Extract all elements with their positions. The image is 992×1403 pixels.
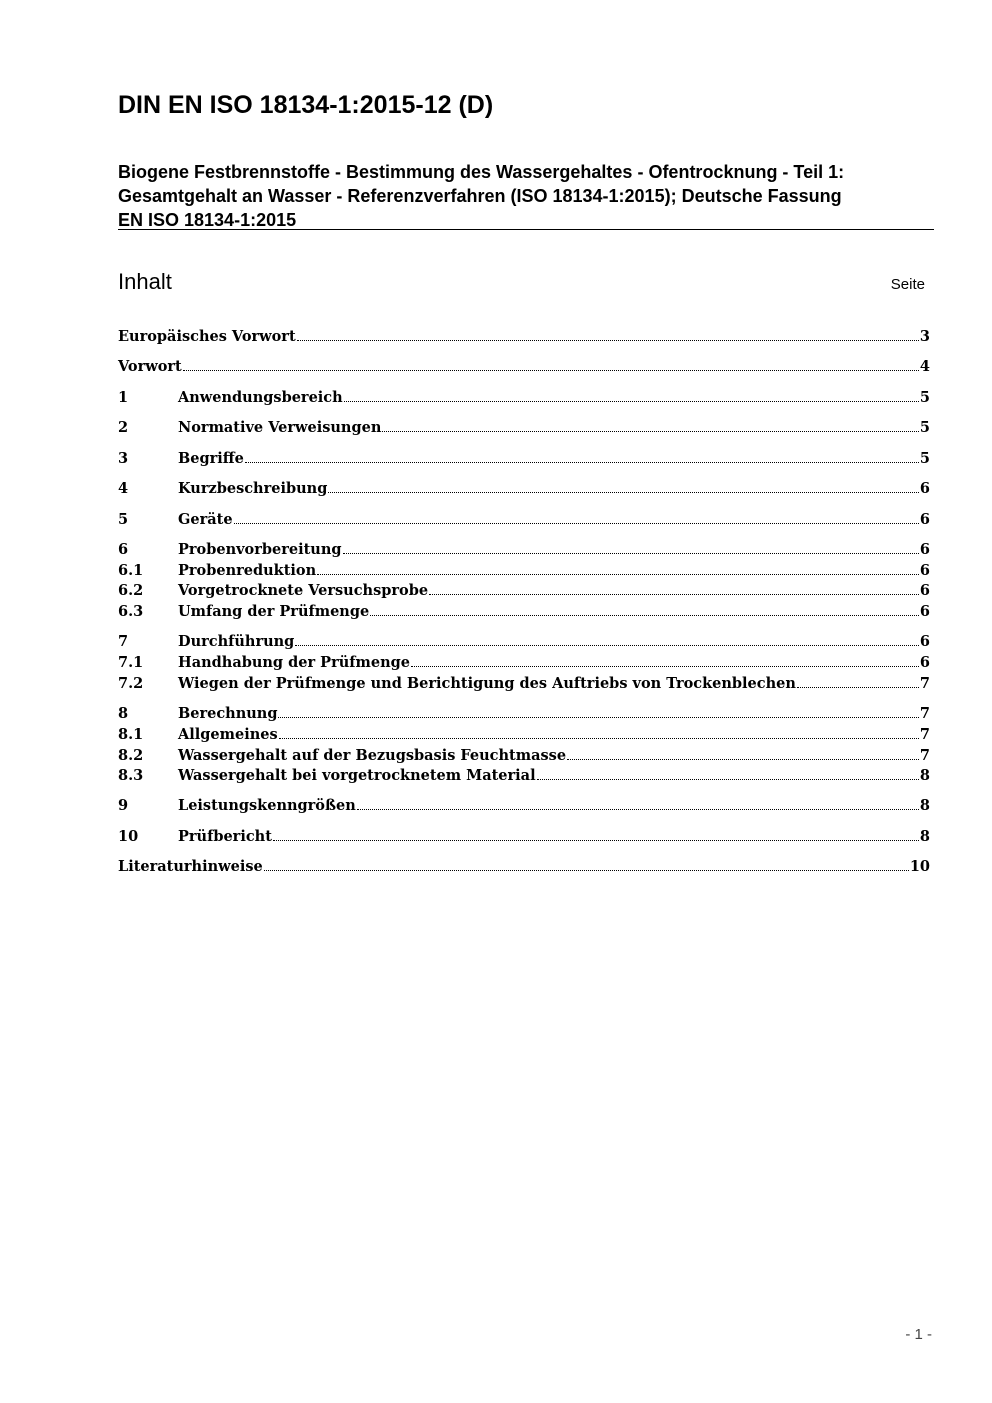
toc-entry[interactable] [118,745,930,765]
toc-entry-number: 3 [118,450,129,467]
toc-entry-page: 4 [919,358,930,375]
toc-entry-number: 6 [118,541,129,558]
toc-entry-page: 6 [919,480,930,497]
toc-dot-leader [234,509,919,524]
toc-entry-label: Kurzbeschreibung [178,480,328,497]
toc-entry-label: Prüfbericht [178,828,272,845]
toc-entry-label: Vorgetrocknete Versuchsprobe [178,582,429,599]
toc-entry-number: 6.2 [118,582,144,599]
toc-dot-leader [279,724,919,739]
toc-dot-leader [797,673,919,688]
toc-entry-page: 5 [919,419,930,436]
toc-entry-label: Wassergehalt bei vorgetrocknetem Material [178,767,536,784]
toc-entry-page: 6 [919,654,930,671]
document-code: DIN EN ISO 18134-1:2015-12 (D) [118,91,494,119]
toc-entry-label: Berechnung [178,705,278,722]
toc-entry-number: 6.1 [118,562,144,579]
toc-entry-label: Vorwort [118,358,182,375]
toc-entry-page: 8 [919,797,930,814]
toc-dot-leader [537,765,919,780]
toc-entry-page: 5 [919,450,930,467]
toc-entry-page: 8 [919,828,930,845]
toc-entry-label: Allgemeines [178,726,278,743]
toc-entry-page: 7 [919,675,930,692]
toc-entry[interactable] [118,724,930,744]
toc-entry-label: Probenvorbereitung [178,541,342,558]
toc-entry-number: 2 [118,419,129,436]
toc-dot-leader [295,631,919,646]
toc-entry-label: Literaturhinweise [118,858,263,875]
toc-entry-label: Umfang der Prüfmenge [178,603,370,620]
toc-entry-number: 8.3 [118,767,144,784]
toc-dot-leader [278,703,918,718]
toc-entry-label: Handhabung der Prüfmenge [178,654,410,671]
toc-entry-page: 3 [919,328,930,345]
toc-entry[interactable] [118,856,930,876]
toc-entry-label: Anwendungsbereich [178,389,343,406]
toc-entry[interactable] [118,580,930,600]
toc-entry-number: 8 [118,705,129,722]
toc-entry-label: Europäisches Vorwort [118,328,296,345]
document-title-line: Biogene Festbrennstoffe - Bestimmung des Wassergehaltes - Ofentrocknung - Teil 1: [118,162,845,182]
toc-dot-leader [344,387,919,402]
toc-entry[interactable] [118,560,930,580]
table-of-contents [118,0,930,900]
toc-entry[interactable] [118,417,930,437]
toc-entry-page: 6 [919,603,930,620]
toc-dot-leader [370,601,919,616]
toc-entry-number: 1 [118,389,129,406]
toc-entry-page: 6 [919,562,930,579]
toc-entry[interactable] [118,795,930,815]
toc-dot-leader [183,356,919,371]
toc-entry[interactable] [118,326,930,346]
toc-entry-page: 6 [919,582,930,599]
page-number: - 1 - [905,1326,932,1343]
toc-entry[interactable] [118,539,930,559]
toc-entry-label: Normative Verweisungen [178,419,382,436]
toc-entry[interactable] [118,448,930,468]
toc-dot-leader [328,478,919,493]
toc-entry[interactable] [118,826,930,846]
toc-entry-number: 4 [118,480,129,497]
toc-entry-label: Begriffe [178,450,244,467]
toc-entry-label: Wassergehalt auf der Bezugsbasis Feuchtmasse [178,747,567,764]
toc-entry-number: 9 [118,797,129,814]
toc-entry[interactable] [118,356,930,376]
toc-entry-page: 7 [919,747,930,764]
toc-dot-leader [567,745,919,760]
toc-entry-page: 6 [919,633,930,650]
toc-entry-label: Durchführung [178,633,295,650]
toc-entry[interactable] [118,478,930,498]
toc-dot-leader [382,417,919,432]
toc-entry-number: 8.1 [118,726,144,743]
toc-dot-leader [297,326,919,341]
toc-dot-leader [411,652,919,667]
toc-entry-number: 10 [118,828,139,845]
toc-entry[interactable] [118,631,930,651]
toc-entry[interactable] [118,765,930,785]
toc-heading: Inhalt [118,269,172,294]
toc-entry[interactable] [118,387,930,407]
toc-dot-leader [429,580,919,595]
toc-entry-number: 7 [118,633,129,650]
toc-entry[interactable] [118,673,930,693]
toc-entry-number: 7.2 [118,675,144,692]
toc-dot-leader [245,448,919,463]
toc-dot-leader [273,826,919,841]
toc-entry-number: 5 [118,511,129,528]
toc-entry-page: 5 [919,389,930,406]
toc-entry-label: Probenreduktion [178,562,317,579]
toc-entry[interactable] [118,652,930,672]
toc-entry-number: 8.2 [118,747,144,764]
toc-dot-leader [343,539,919,554]
toc-dot-leader [357,795,919,810]
toc-entry-number: 7.1 [118,654,144,671]
toc-entry[interactable] [118,601,930,621]
toc-entry-page: 8 [919,767,930,784]
toc-entry-page: 6 [919,541,930,558]
toc-entry-page: 7 [919,705,930,722]
toc-dot-leader [317,560,919,575]
toc-entry[interactable] [118,703,930,723]
toc-dot-leader [264,856,909,871]
toc-entry-label: Geräte [178,511,233,528]
document-title-line: Gesamtgehalt an Wasser - Referenzverfahren (ISO 18134-1:2015); Deutsche Fassung [118,186,842,206]
toc-entry-number: 6.3 [118,603,144,620]
document-title-line: EN ISO 18134-1:2015 [118,210,297,230]
toc-entry[interactable] [118,509,930,529]
toc-page-column-label: Seite [890,276,925,293]
toc-entry-label: Wiegen der Prüfmenge und Berichtigung des Auftriebs von Trockenblechen [178,675,796,692]
toc-entry-page: 10 [909,858,930,875]
toc-entry-page: 6 [919,511,930,528]
toc-entry-page: 7 [919,726,930,743]
toc-entry-label: Leistungskenngrößen [178,797,356,814]
